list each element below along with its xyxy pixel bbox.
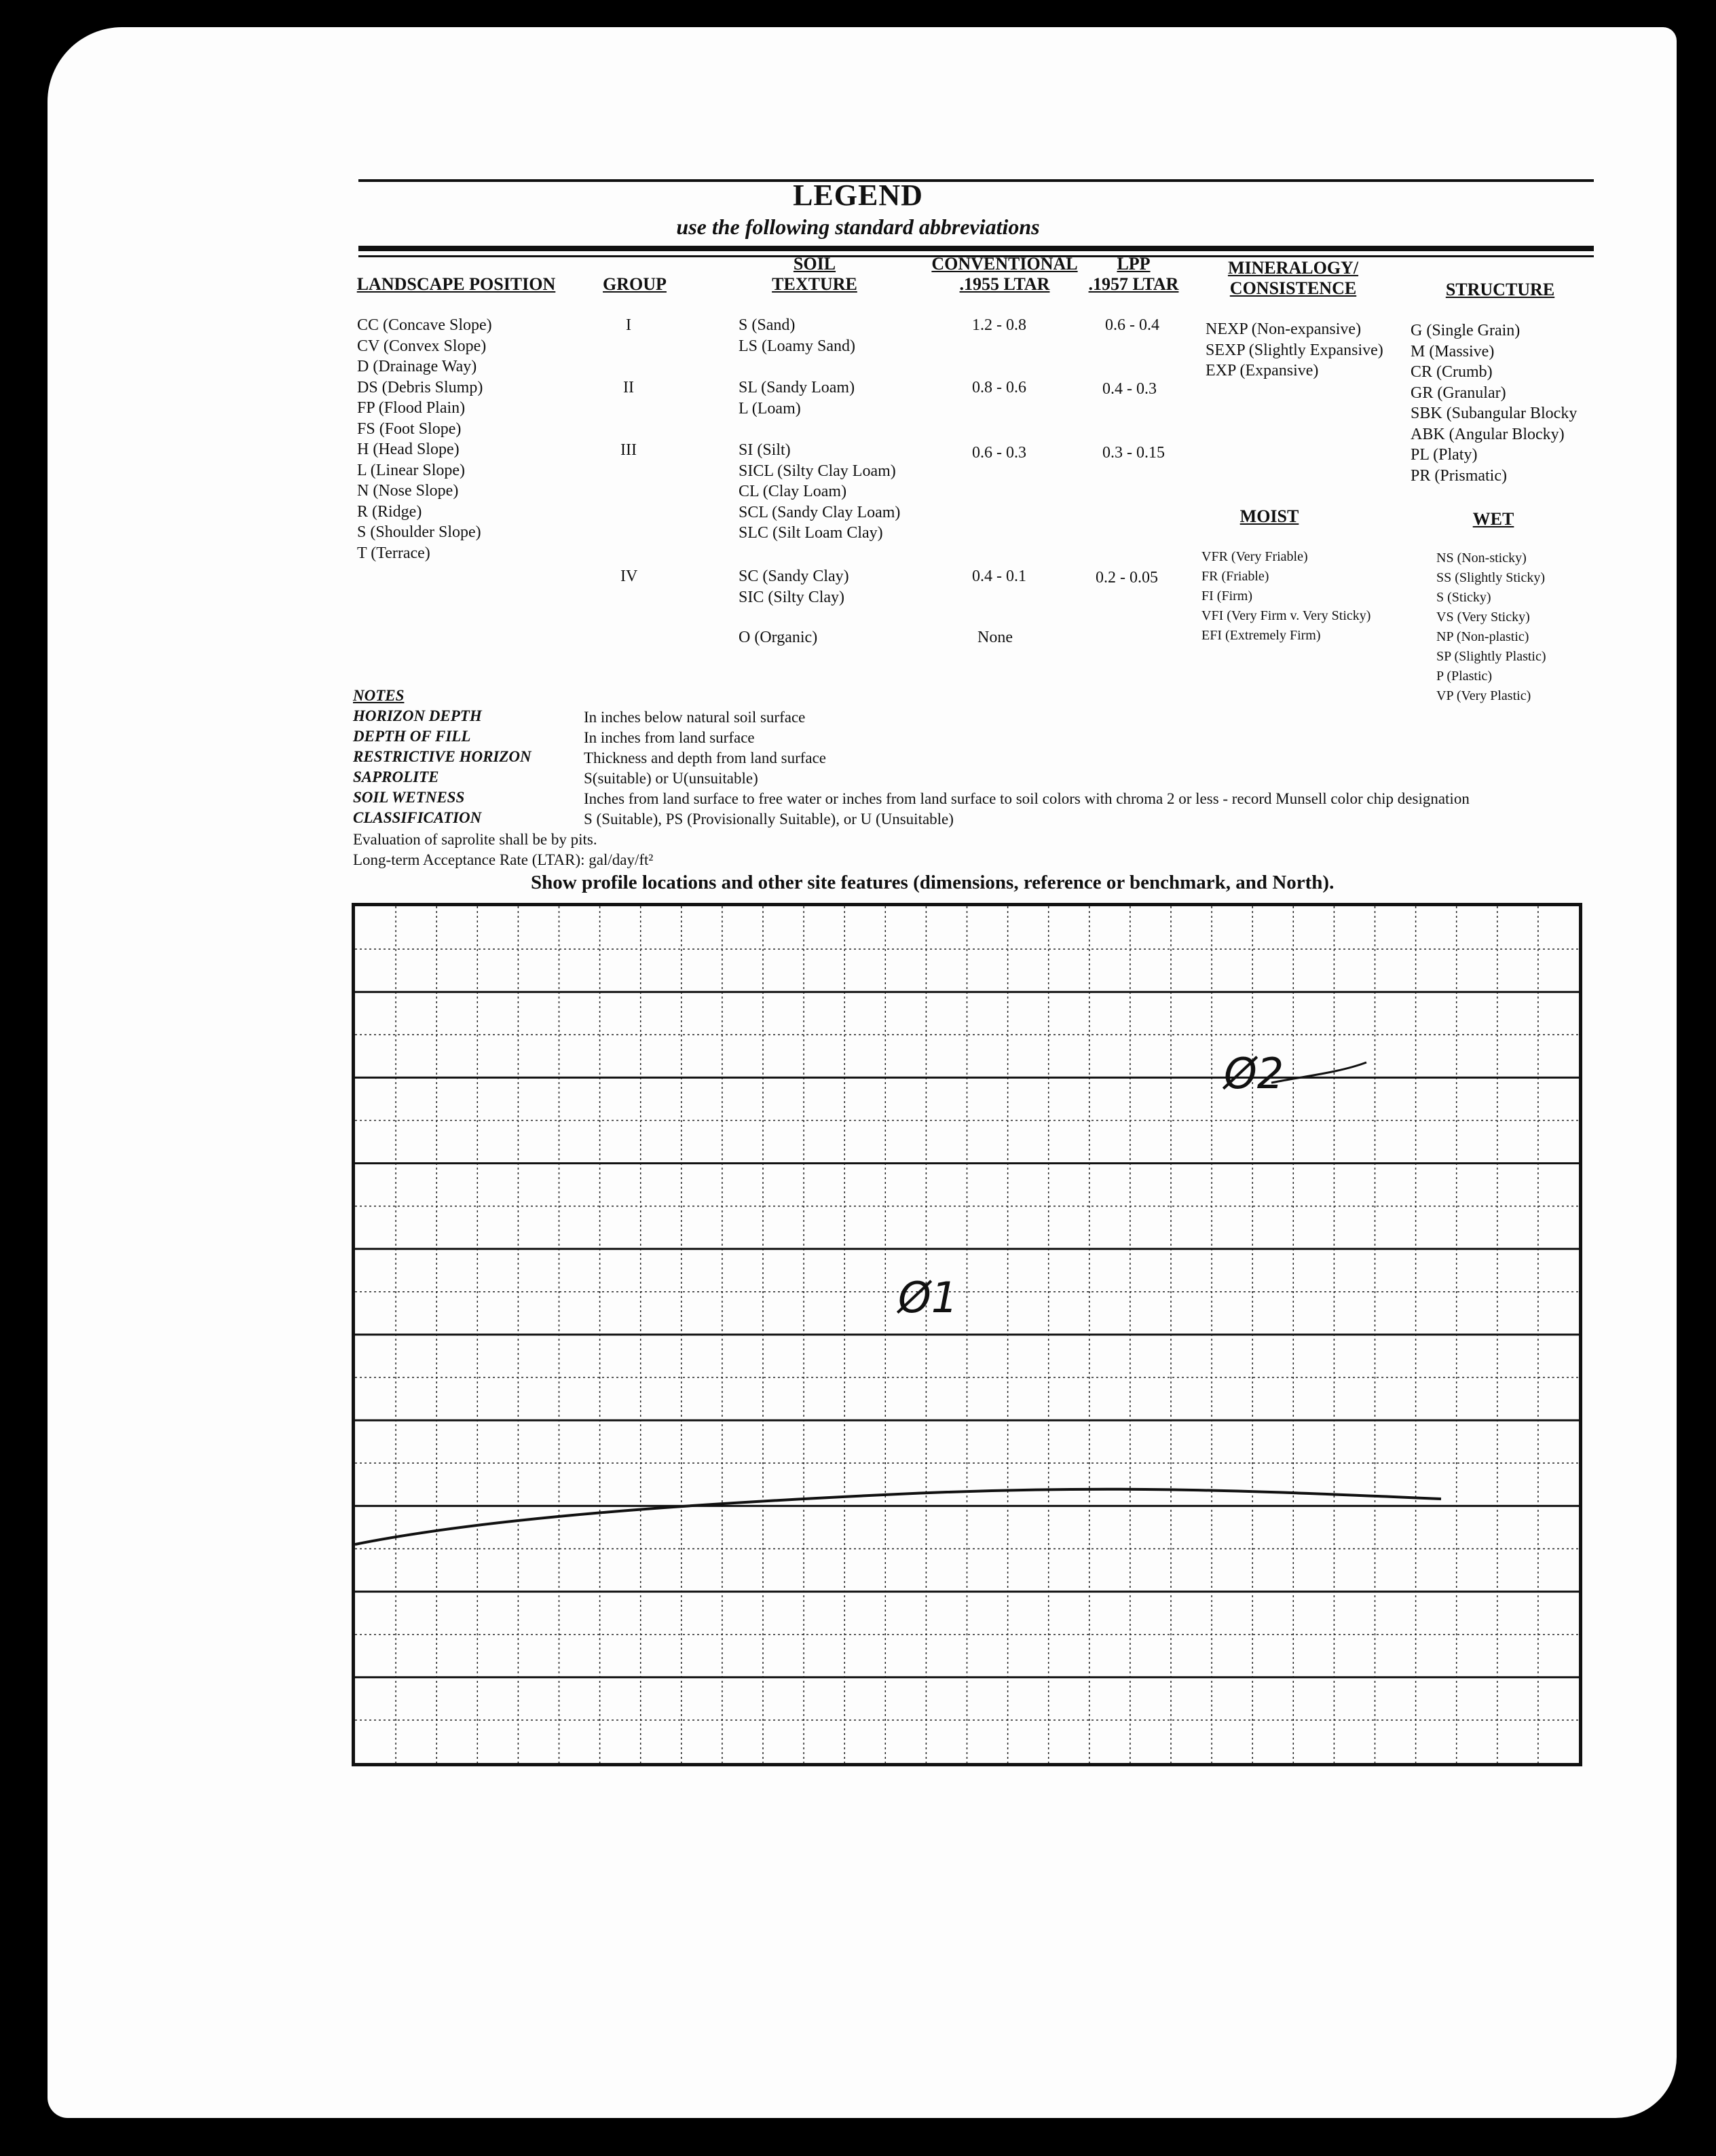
list-item: ABK (Angular Blocky) bbox=[1411, 425, 1565, 443]
header-group: GROUP bbox=[603, 274, 667, 294]
list-item: PR (Prismatic) bbox=[1411, 466, 1507, 485]
list-item: VP (Very Plastic) bbox=[1436, 688, 1531, 703]
list-item: FS (Foot Slope) bbox=[357, 420, 462, 438]
grid-lines bbox=[355, 906, 1579, 1763]
list-item: R (Ridge) bbox=[357, 502, 422, 521]
landscape-list bbox=[357, 315, 492, 563]
note-text: In inches below natural soil surface bbox=[584, 709, 806, 726]
notes-texts bbox=[584, 707, 1470, 830]
note-text: S (Suitable), PS (Provisionally Suitable), or U (Unsuitable) bbox=[584, 811, 954, 828]
list-item: D (Drainage Way) bbox=[357, 358, 477, 375]
textures-group-4 bbox=[739, 566, 849, 608]
group-3: III bbox=[620, 441, 637, 459]
list-item: M (Massive) bbox=[1411, 342, 1495, 360]
list-item: NS (Non-sticky) bbox=[1436, 551, 1527, 565]
header-soil-texture: SOIL TEXTURE bbox=[772, 254, 857, 294]
list-item: PL (Platy) bbox=[1411, 446, 1478, 464]
list-item: EFI (Extremely Firm) bbox=[1201, 628, 1321, 643]
note-label: SAPROLITE bbox=[353, 768, 439, 785]
list-item: FP (Flood Plain) bbox=[357, 399, 466, 417]
textures-group-3 bbox=[739, 440, 900, 544]
note-text: Thickness and depth from land surface bbox=[584, 749, 827, 766]
list-item: GR (Granular) bbox=[1411, 384, 1506, 402]
textures-organic bbox=[739, 627, 817, 648]
handwritten-mark-1: Ø1 bbox=[898, 1273, 958, 1322]
list-item: SICL (Silty Clay Loam) bbox=[739, 462, 896, 480]
header-rule-thick bbox=[358, 246, 1594, 251]
notes-labels bbox=[353, 706, 531, 828]
textures-group-1 bbox=[739, 315, 855, 356]
saprolite-note: Evaluation of saprolite shall be by pits. bbox=[353, 831, 597, 848]
note-label: CLASSIFICATION bbox=[353, 809, 482, 826]
list-item: LS (Loamy Sand) bbox=[739, 337, 855, 355]
list-item: N (Nose Slope) bbox=[357, 482, 459, 500]
list-item: NP (Non-plastic) bbox=[1436, 629, 1529, 644]
header-mineralogy-consistence: MINERALOGY/ CONSISTENCE bbox=[1227, 258, 1359, 298]
list-item: L (Loam) bbox=[739, 399, 801, 417]
moist-list bbox=[1201, 547, 1370, 646]
list-item: SIC (Silty Clay) bbox=[739, 588, 845, 606]
structure-list bbox=[1411, 320, 1577, 486]
list-item: SS (Slightly Sticky) bbox=[1436, 570, 1546, 585]
note-label: DEPTH OF FILL bbox=[353, 728, 471, 745]
conventional-ltar-3: 0.6 - 0.3 bbox=[972, 444, 1026, 462]
site-sketch-grid bbox=[352, 903, 1582, 1766]
list-item: CC (Concave Slope) bbox=[357, 316, 492, 334]
note-label: HORIZON DEPTH bbox=[353, 707, 482, 724]
header-landscape-position: LANDSCAPE POSITION bbox=[356, 274, 556, 294]
list-item: FR (Friable) bbox=[1201, 569, 1269, 584]
list-item: FI (Firm) bbox=[1201, 589, 1252, 603]
conventional-ltar-organic: None bbox=[977, 629, 1013, 646]
legend-title: LEGEND bbox=[793, 179, 923, 212]
list-item: CL (Clay Loam) bbox=[739, 483, 847, 500]
group-4: IV bbox=[620, 568, 638, 585]
list-item: VFR (Very Friable) bbox=[1201, 549, 1308, 564]
list-item: P (Plastic) bbox=[1436, 669, 1493, 684]
lpp-ltar-1: 0.6 - 0.4 bbox=[1105, 316, 1159, 334]
lpp-ltar-3: 0.3 - 0.15 bbox=[1102, 444, 1165, 462]
ltar-note: Long-term Acceptance Rate (LTAR): gal/day/ft² bbox=[353, 851, 654, 868]
header-conventional-ltar: CONVENTIONAL .1955 LTAR bbox=[931, 254, 1078, 294]
list-item: S (Sticky) bbox=[1436, 590, 1491, 605]
notes-heading: NOTES bbox=[353, 687, 405, 704]
conventional-ltar-2: 0.8 - 0.6 bbox=[972, 379, 1026, 396]
textures-group-2 bbox=[739, 377, 855, 419]
header-moist: MOIST bbox=[1239, 506, 1299, 526]
handwritten-mark-2: Ø2 bbox=[1224, 1049, 1284, 1098]
legend-subtitle: use the following standard abbreviations bbox=[676, 215, 1040, 239]
header-structure: STRUCTURE bbox=[1445, 280, 1555, 299]
list-item: VFI (Very Firm v. Very Sticky) bbox=[1201, 608, 1371, 623]
list-item: S (Shoulder Slope) bbox=[357, 523, 481, 541]
conventional-ltar-4: 0.4 - 0.1 bbox=[972, 568, 1026, 585]
list-item: SCL (Sandy Clay Loam) bbox=[739, 503, 901, 521]
list-item: EXP (Expansive) bbox=[1206, 362, 1319, 379]
note-text: In inches from land surface bbox=[584, 729, 755, 746]
lpp-ltar-2: 0.4 - 0.3 bbox=[1102, 380, 1157, 398]
list-item: CR (Crumb) bbox=[1411, 363, 1493, 381]
wet-list bbox=[1436, 549, 1546, 706]
header-wet: WET bbox=[1472, 509, 1514, 529]
header-lpp-ltar: LPP .1957 LTAR bbox=[1088, 254, 1179, 294]
list-item: SI (Silt) bbox=[739, 441, 791, 459]
list-item: SBK (Subangular Blocky bbox=[1411, 405, 1578, 422]
list-item: O (Organic) bbox=[739, 629, 818, 646]
note-text: Inches from land surface to free water or inches from land surface to soil colors with chroma 2 or less - record Munsell color chip designation bbox=[584, 790, 1470, 807]
group-1: I bbox=[626, 316, 631, 334]
lpp-ltar-4: 0.2 - 0.05 bbox=[1096, 569, 1158, 587]
list-item: H (Head Slope) bbox=[357, 441, 460, 458]
list-item: L (Linear Slope) bbox=[357, 461, 466, 479]
site-sketch-instruction: Show profile locations and other site features (dimensions, reference or benchmark, and North). bbox=[531, 872, 1335, 893]
note-label: RESTRICTIVE HORIZON bbox=[353, 748, 531, 765]
list-item: S (Sand) bbox=[739, 316, 796, 334]
list-item: SL (Sandy Loam) bbox=[739, 379, 855, 396]
list-item: G (Single Grain) bbox=[1411, 322, 1521, 339]
note-text: S(suitable) or U(unsuitable) bbox=[584, 770, 758, 787]
list-item: T (Terrace) bbox=[357, 544, 430, 562]
list-item: DS (Debris Slump) bbox=[357, 378, 483, 396]
list-item: SP (Slightly Plastic) bbox=[1436, 649, 1546, 664]
note-label: SOIL WETNESS bbox=[353, 789, 465, 806]
list-item: SLC (Silt Loam Clay) bbox=[739, 524, 883, 542]
group-2: II bbox=[623, 379, 634, 396]
list-item: NEXP (Non-expansive) bbox=[1206, 320, 1362, 338]
mineralogy-list bbox=[1206, 319, 1383, 382]
list-item: SEXP (Slightly Expansive) bbox=[1206, 341, 1383, 359]
conventional-ltar-1: 1.2 - 0.8 bbox=[972, 316, 1026, 334]
handwritten-stroke bbox=[1271, 1062, 1366, 1083]
list-item: VS (Very Sticky) bbox=[1436, 610, 1530, 625]
list-item: CV (Convex Slope) bbox=[357, 337, 487, 355]
list-item: SC (Sandy Clay) bbox=[739, 568, 849, 585]
